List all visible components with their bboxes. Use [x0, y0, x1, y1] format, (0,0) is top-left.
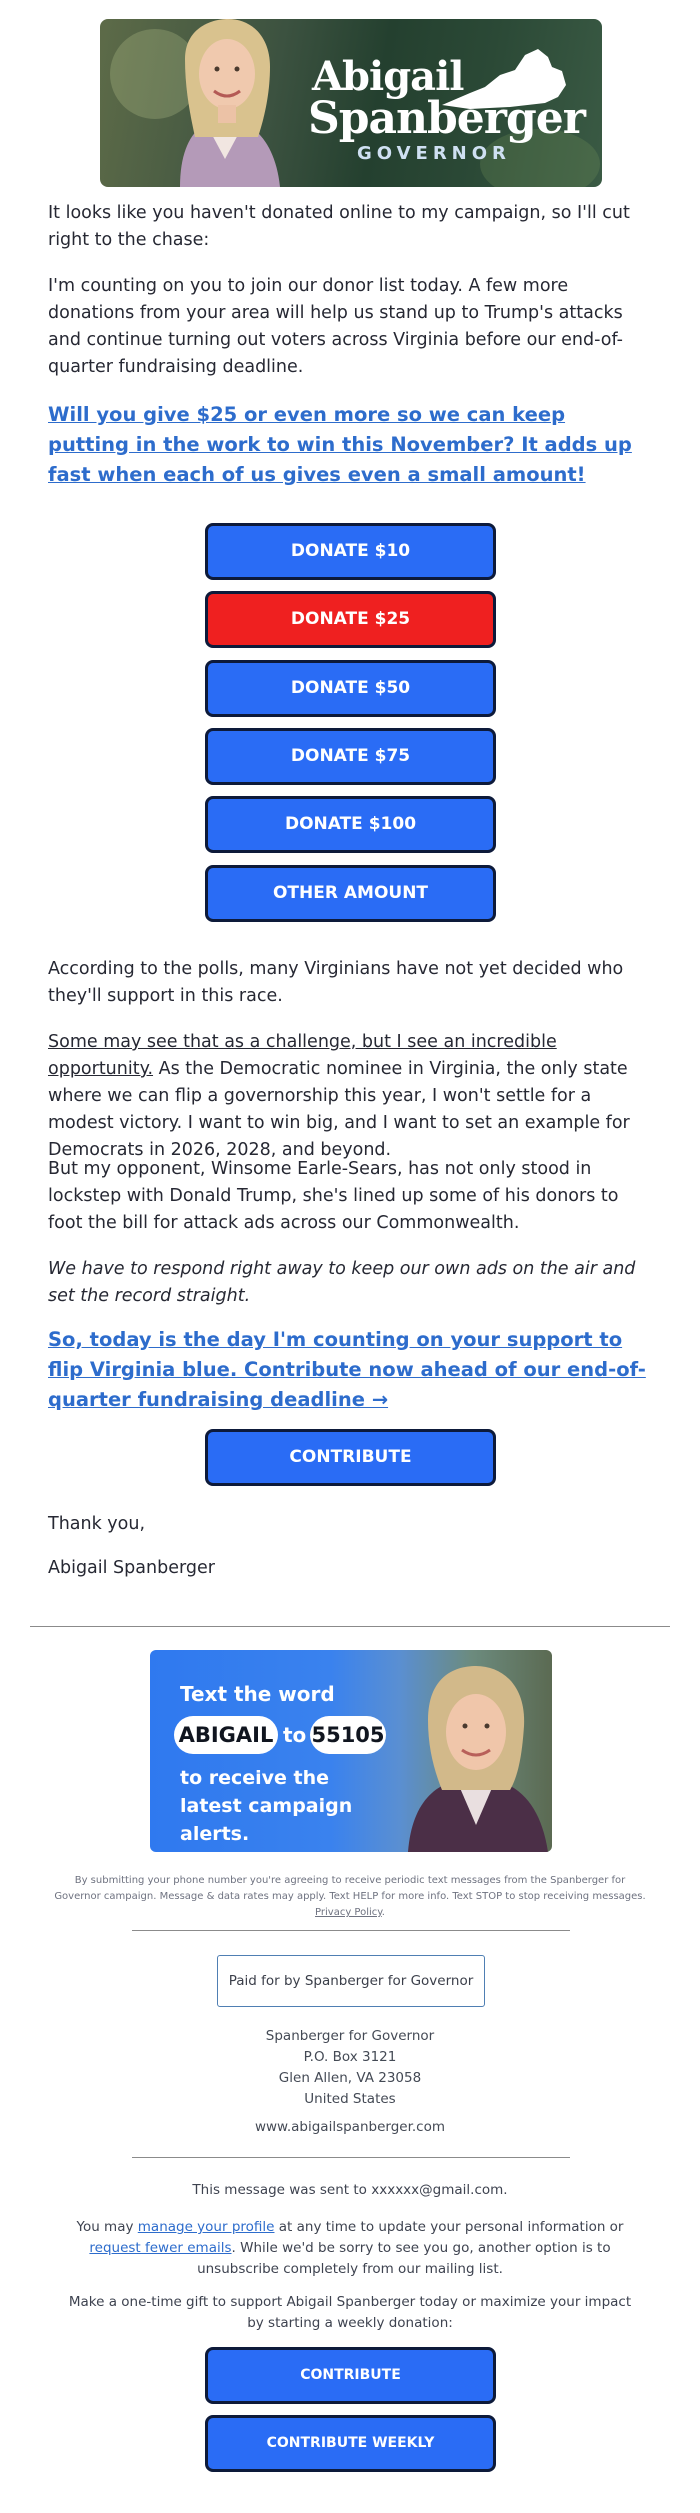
sms-line-3: to receive the latest campaign alerts. — [180, 1767, 353, 1845]
contribute-button[interactable]: CONTRIBUTE — [205, 1429, 496, 1486]
polls-paragraph: According to the polls, many Virginians have not yet decided who they'll support in this race. — [48, 959, 624, 1006]
sms-keyword-badge: ABIGAIL — [174, 1716, 278, 1754]
hero-office: GOVERNOR — [357, 143, 511, 164]
sms-shortcode-badge: 55105 — [310, 1716, 386, 1754]
sms-line-1: Text the word — [180, 1682, 335, 1706]
intro-paragraph: It looks like you haven't donated online to my campaign, so I'll cut right to the chase: — [48, 203, 630, 250]
gift-text: Make a one-time gift to support Abigail Spanberger today or maximize your impact by starting a weekly donation: — [68, 2294, 632, 2331]
opportunity-rest-text: As the Democratic nominee in Virginia, the only state where we can flip a governorship this year, I won't settle for a modest victory. I want to win big, and I want to set an example for Democrats in 2026, 2028, and beyond. — [48, 1059, 630, 1160]
opportunity-paragraph — [48, 1029, 652, 1164]
flip-virginia-link[interactable]: So, today is the day I'm counting on your support to flip Virginia blue. Contribute now ahead of our end-of-quarter fundraising deadline → — [48, 1328, 646, 1411]
donate-75-button[interactable]: DONATE $75 — [205, 728, 496, 785]
address-city: Glen Allen, VA 23058 — [278, 2070, 422, 2086]
address-po-box: P.O. Box 3121 — [303, 2049, 397, 2065]
hero-first-name: Abigail — [312, 53, 464, 100]
hero-banner — [100, 19, 602, 187]
sms-disclaimer-text: By submitting your phone number you're agreeing to receive periodic text messages from the Spanberger for Governor campaign. Message & data rates may apply. Text HELP for more info. Text STOP to stop receiving messages. — [54, 1875, 646, 1902]
donate-25-button[interactable]: DONATE $25 — [205, 591, 496, 648]
respond-paragraph: We have to respond right away to keep our own ads on the air and set the record straight. — [48, 1259, 636, 1306]
footer-divider — [132, 1930, 570, 1931]
footer-divider — [132, 2157, 570, 2158]
donate-other-amount-button[interactable]: OTHER AMOUNT — [205, 865, 496, 922]
manage-preferences-text — [60, 2217, 640, 2280]
request-fewer-emails-link[interactable]: request fewer emails — [89, 2240, 232, 2256]
mailing-address — [100, 2026, 600, 2110]
opportunity-underlined-text: Some may see that as a challenge, but I see an incredible opportunity. — [48, 1032, 557, 1079]
contribute-weekly-button[interactable]: CONTRIBUTE WEEKLY — [205, 2415, 496, 2472]
privacy-policy-link[interactable]: Privacy Policy — [315, 1907, 382, 1918]
sms-to-text: to — [283, 1723, 307, 1747]
donate-50-button[interactable]: DONATE $50 — [205, 660, 496, 717]
section-divider — [30, 1626, 670, 1627]
donate-10-button[interactable]: DONATE $10 — [205, 523, 496, 580]
sms-signup-card[interactable] — [150, 1650, 552, 1852]
hero-last-name: Spanberger — [308, 93, 585, 144]
address-country: United States — [304, 2091, 396, 2107]
donate-ask-link[interactable]: Will you give $25 or even more so we can keep putting in the work to win this November? It adds up fast when each of us gives even a small amount! — [48, 403, 632, 486]
candidate-photo — [140, 19, 310, 187]
signature-text: Abigail Spanberger — [48, 1558, 215, 1578]
paid-for-box: Paid for by Spanberger for Governor — [217, 1955, 485, 2007]
website-link[interactable]: www.abigailspanberger.com — [254, 2119, 446, 2135]
donor-list-paragraph: I'm counting on you to join our donor list today. A few more donations from your area will help us stand up to Trump's attacks and continue turning out voters across Virginia before our end-of-quarter fundraising deadline. — [48, 276, 623, 377]
manage-profile-link[interactable]: manage your profile — [137, 2219, 275, 2235]
candidate-photo — [398, 1650, 552, 1852]
signoff-text: Thank you, — [48, 1514, 146, 1534]
manage-post-text: . While we'd be sorry to see you go, another option is to unsubscribe completely from our mailing list. — [197, 2240, 611, 2277]
manage-pre-text: You may — [76, 2219, 138, 2235]
sent-to-text: This message was sent to xxxxxx@gmail.com. — [192, 2182, 508, 2198]
sms-disclaimer: By submitting your phone number you're agreeing to receive periodic text messages from the Spanberger for Governor campaign. Message & data rates may apply. Text HELP for more info. Text STOP to stop receiving messages. Privacy Policy. — [54, 1875, 646, 1918]
manage-mid-text: at any time to update your personal information or — [274, 2219, 624, 2235]
address-org: Spanberger for Governor — [265, 2028, 435, 2044]
donate-100-button[interactable]: DONATE $100 — [205, 796, 496, 853]
footer-contribute-button[interactable]: CONTRIBUTE — [205, 2347, 496, 2404]
opponent-paragraph: But my opponent, Winsome Earle-Sears, has not only stood in lockstep with Donald Trump, she's lined up some of his donors to foot the bill for attack ads across our Commonwealth. — [48, 1159, 619, 1233]
